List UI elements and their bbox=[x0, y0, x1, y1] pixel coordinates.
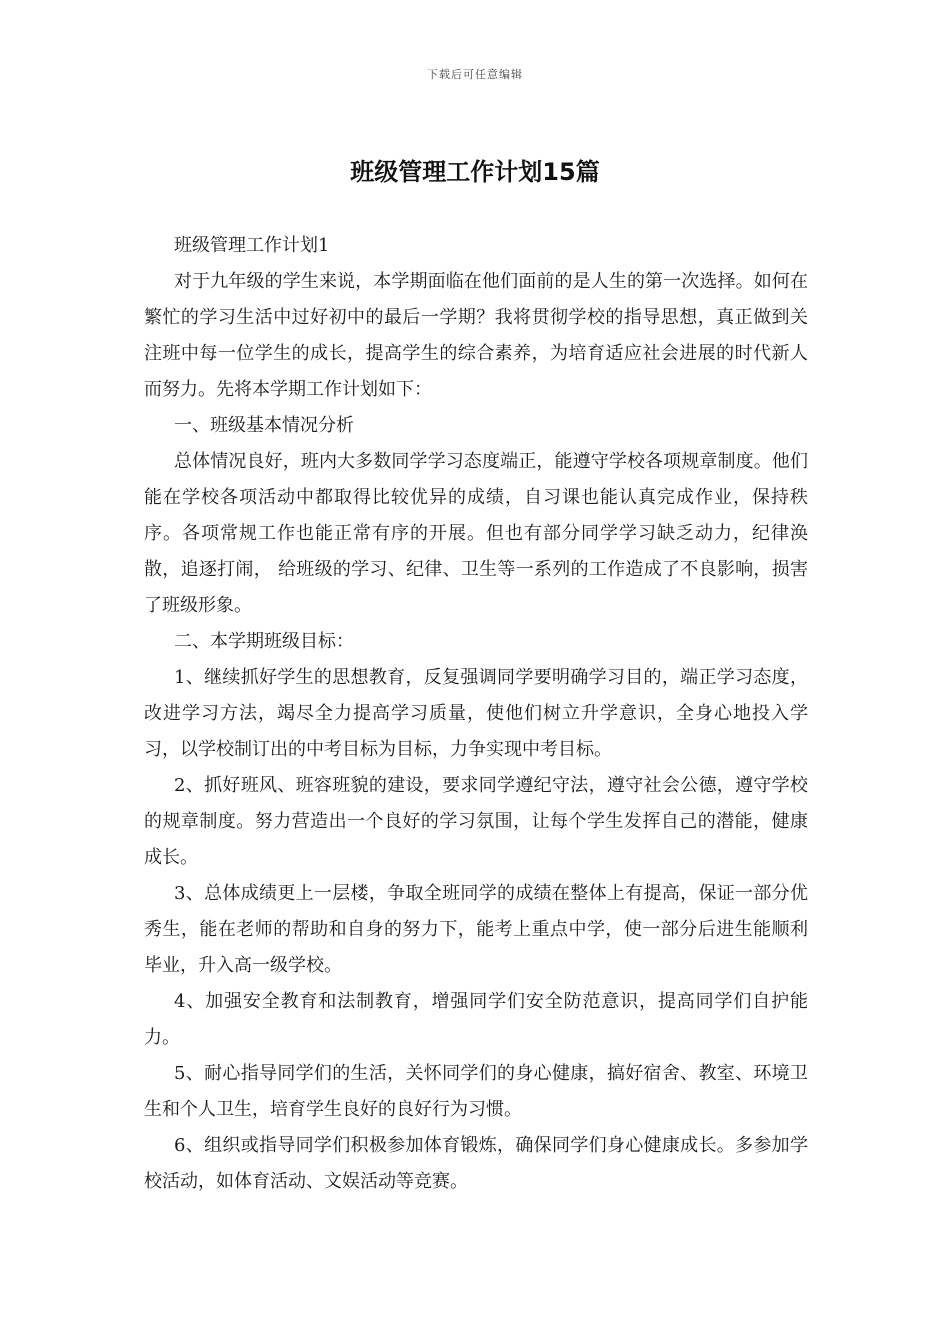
situation-paragraph: 总体情况良好，班内大多数同学学习态度端正，能遵守学校各项规章制度。他们能在学校各项活动中都取得比较优异的成绩，自习课也能认真完成作业，保持秩序。各项常规工作也能正常有序的开展。但也有部分同学学习缺乏动力，纪律涣散，追逐打闹， 给班级的学习、纪律、卫生等一系列的工作造成了不良影响，损害了班级形象。 bbox=[144, 451, 808, 616]
section-subtitle: 班级管理工作计划1 bbox=[174, 235, 330, 256]
goal-item-3: 3、总体成绩更上一层楼，争取全班同学的成绩在整体上有提高，保证一部分优秀生，能在老师的帮助和自身的努力下，能考上重点中学，使一部分后进生能顺利毕业，升入高一级学校。 bbox=[144, 883, 808, 976]
goal-item-1: 1、继续抓好学生的思想教育，反复强调同学要明确学习目的，端正学习态度，改进学习方法，竭尽全力提高学习质量，使他们树立升学意识，全身心地投入学习，以学校制订出的中考目标为目标，力争实现中考目标。 bbox=[144, 667, 808, 760]
document-title: 班级管理工作计划15篇 bbox=[350, 158, 600, 186]
document-body bbox=[144, 228, 808, 1200]
goal-item-5: 5、耐心指导同学们的生活，关怀同学们的身心健康，搞好宿舍、教室、环境卫生和个人卫生，培育学生良好的良好行为习惯。 bbox=[144, 1063, 808, 1120]
page-header-note: 下载后可任意编辑 bbox=[427, 68, 523, 81]
section-heading-goals: 二、本学期班级目标： bbox=[174, 631, 354, 652]
intro-paragraph: 对于九年级的学生来说，本学期面临在他们面前的是人生的第一次选择。如何在繁忙的学习生活中过好初中的最后一学期？我将贯彻学校的指导思想，真正做到关注班中每一位学生的成长，提高学生的综合素养，为培育适应社会进展的时代新人而努力。先将本学期工作计划如下： bbox=[144, 271, 808, 400]
goal-item-4: 4、加强安全教育和法制教育，增强同学们安全防范意识，提高同学们自护能力。 bbox=[144, 991, 808, 1048]
section-heading-situation: 一、班级基本情况分析 bbox=[174, 415, 354, 436]
goal-item-2: 2、抓好班风、班容班貌的建设，要求同学遵纪守法，遵守社会公德，遵守学校的规章制度。努力营造出一个良好的学习氛围，让每个学生发挥自己的潜能，健康成长。 bbox=[144, 775, 808, 868]
goal-item-6: 6、组织或指导同学们积极参加体育锻炼，确保同学们身心健康成长。多参加学校活动，如体育活动、文娱活动等竞赛。 bbox=[144, 1135, 808, 1192]
